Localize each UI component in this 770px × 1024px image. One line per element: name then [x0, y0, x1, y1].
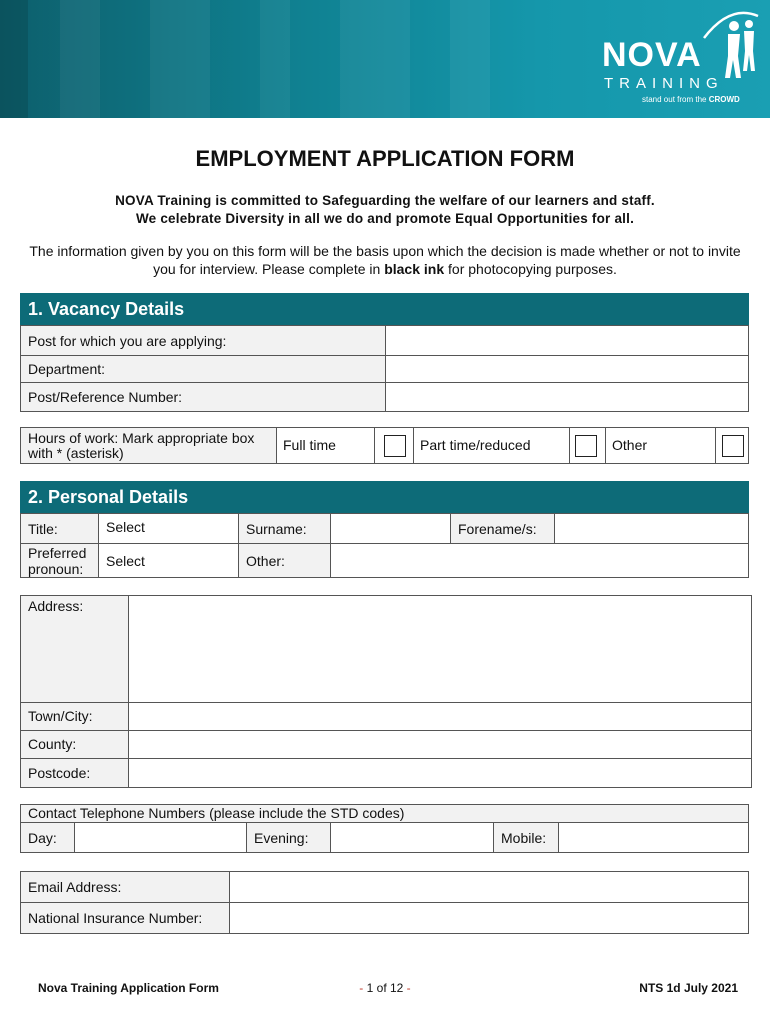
mobile-phone-label: Mobile:: [493, 822, 559, 853]
address-input[interactable]: [128, 595, 752, 703]
post-input[interactable]: [385, 325, 749, 356]
nova-logo: [600, 10, 760, 110]
footer-version: NTS 1d July 2021: [639, 981, 738, 995]
day-phone-label: Day:: [20, 822, 75, 853]
intro-paragraph: The information given by you on this form will be the basis upon which the decision is made whether or not to invite you for interview. Please complete in black ink for photocopying purposes.: [29, 243, 741, 277]
full-time-checkbox[interactable]: [384, 435, 406, 457]
logo-tagline: stand out from the CROWD: [642, 95, 740, 104]
evening-phone-input[interactable]: [330, 822, 494, 853]
people-figures-icon: [700, 10, 760, 80]
hours-label: Hours of work: Mark appropriate box with * (asterisk): [20, 427, 277, 464]
address-label: Address:: [20, 595, 129, 703]
ni-number-label: National Insurance Number:: [20, 902, 230, 934]
reference-label: Post/Reference Number:: [20, 382, 386, 412]
surname-input[interactable]: [330, 513, 451, 544]
reference-input[interactable]: [385, 382, 749, 412]
logo-subword: TRAINING: [604, 75, 724, 92]
title-label: Title:: [20, 513, 99, 544]
hours-options: [276, 427, 749, 464]
logo-word: NOVA: [602, 36, 702, 74]
email-label: Email Address:: [20, 871, 230, 903]
part-time-label: Part time/reduced: [420, 437, 531, 453]
part-time-checkbox[interactable]: [575, 435, 597, 457]
forename-input[interactable]: [554, 513, 749, 544]
evening-phone-label: Evening:: [246, 822, 331, 853]
section-personal-details-heading: 2. Personal Details: [20, 481, 749, 513]
other-hours-label: Other: [612, 437, 648, 453]
surname-label: Surname:: [238, 513, 331, 544]
footer-form-name: Nova Training Application Form: [38, 981, 219, 995]
county-input[interactable]: [128, 730, 752, 759]
pronoun-select[interactable]: Select: [98, 543, 239, 578]
other-hours-checkbox[interactable]: [722, 435, 744, 457]
full-time-label: Full time: [283, 437, 336, 453]
forename-label: Forename/s:: [450, 513, 555, 544]
postcode-input[interactable]: [128, 758, 752, 788]
email-input[interactable]: [229, 871, 749, 903]
diversity-statement: We celebrate Diversity in all we do and promote Equal Opportunities for all.: [135, 211, 635, 226]
phone-heading: Contact Telephone Numbers (please include the STD codes): [20, 804, 749, 823]
mobile-phone-input[interactable]: [558, 822, 749, 853]
section-vacancy-details-heading: 1. Vacancy Details: [20, 293, 749, 325]
other-pronoun-label: Other:: [238, 543, 331, 578]
post-label: Post for which you are applying:: [20, 325, 386, 356]
footer-page-number: - 1 of 12 -: [359, 981, 411, 995]
ni-number-input[interactable]: [229, 902, 749, 934]
page-title: EMPLOYMENT APPLICATION FORM: [195, 146, 575, 171]
department-input[interactable]: [385, 355, 749, 383]
other-pronoun-input[interactable]: [330, 543, 749, 578]
pronoun-label: Preferred pronoun:: [20, 543, 99, 578]
safeguarding-statement: NOVA Training is committed to Safeguarding the welfare of our learners and staff.: [115, 193, 655, 208]
postcode-label: Postcode:: [20, 758, 129, 788]
day-phone-input[interactable]: [74, 822, 247, 853]
department-label: Department:: [20, 355, 386, 383]
title-select[interactable]: Select: [98, 513, 239, 544]
town-label: Town/City:: [20, 702, 129, 731]
header-banner: [0, 0, 770, 118]
town-input[interactable]: [128, 702, 752, 731]
county-label: County:: [20, 730, 129, 759]
